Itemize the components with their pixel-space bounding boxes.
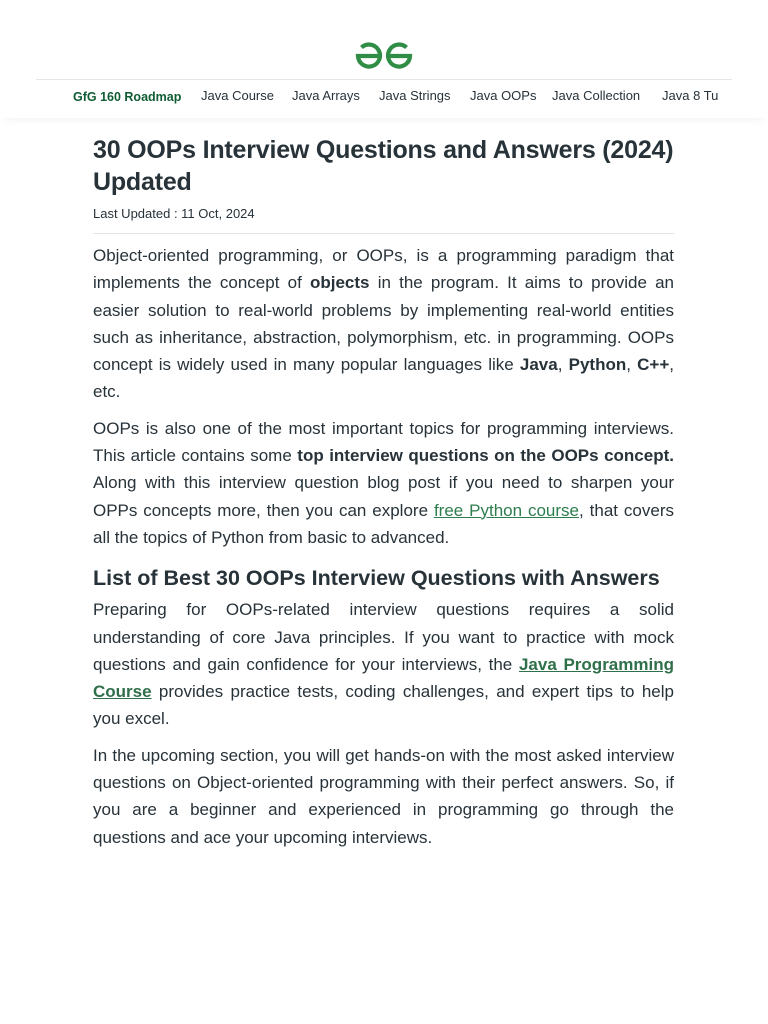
intro-paragraph: Object-oriented programming, or OOPs, is a programming paradigm that implements the concept of objects in the program. It aims to provide an easier solution to real-world problems by implementing real-world entities such as inheritance, abstraction, polymorphism, etc. in programming. OOPs concept is widely used in many popular languages like Java, Python, C++, etc. xyxy=(93,246,674,402)
bold-cpp: C++ xyxy=(637,355,670,375)
nav-item-java-strings[interactable]: Java Strings xyxy=(379,88,451,103)
bold-python: Python xyxy=(568,355,627,375)
article-body xyxy=(93,134,674,851)
title-divider xyxy=(93,233,674,234)
nav-item-java-collection[interactable]: Java Collection xyxy=(552,88,641,103)
nav-item-java-8-tutorial[interactable]: Java 8 Tu xyxy=(662,88,718,103)
free-python-course-link[interactable]: free Python course xyxy=(433,500,580,520)
topic-nav xyxy=(36,80,718,114)
article-title: 30 OOPs Interview Questions and Answers (2024) Updated xyxy=(93,136,674,196)
java-programming-course-link[interactable]: Java Programming Course xyxy=(93,654,674,702)
preparing-paragraph: Preparing for OOPs-related interview questions requires a solid understanding of core Java principles. If you want to practice with mock questions and gain confidence for your interviews, the Java Programming Course provides practice tests, coding challenges, and expert tips to help you excel. xyxy=(93,600,674,729)
gfg-logo-icon[interactable] xyxy=(352,40,416,72)
site-header xyxy=(0,0,768,118)
nav-item-java-oops[interactable]: Java OOPs xyxy=(470,88,537,103)
nav-item-java-course[interactable]: Java Course xyxy=(201,88,274,103)
nav-item-gfg-160-roadmap[interactable]: GfG 160 Roadmap xyxy=(73,90,182,104)
nav-item-java-arrays[interactable]: Java Arrays xyxy=(292,88,360,103)
bold-objects: objects xyxy=(309,273,370,293)
last-updated-date: Last Updated : 11 Oct, 2024 xyxy=(93,206,255,221)
section-heading: List of Best 30 OOPs Interview Questions with Answers xyxy=(93,566,660,591)
bold-top-questions: top interview questions on the OOPs concept. xyxy=(297,446,674,466)
upcoming-section-paragraph: In the upcoming section, you will get hands-on with the most asked interview questions on Object-oriented programming with their perfect answers. So, if you are a beginner and experienced in programming go through the questions and ace your upcoming interviews. xyxy=(93,745,674,847)
bold-java: Java xyxy=(519,355,558,375)
interview-paragraph: OOPs is also one of the most important topics for programming interviews. This article contains some top interview questions on the OOPs concept. Along with this interview question blog post if you need to sharpen your OPPs concepts more, then you can explore free Python course, that covers all the topics of Python from basic to advanced. xyxy=(93,418,674,547)
